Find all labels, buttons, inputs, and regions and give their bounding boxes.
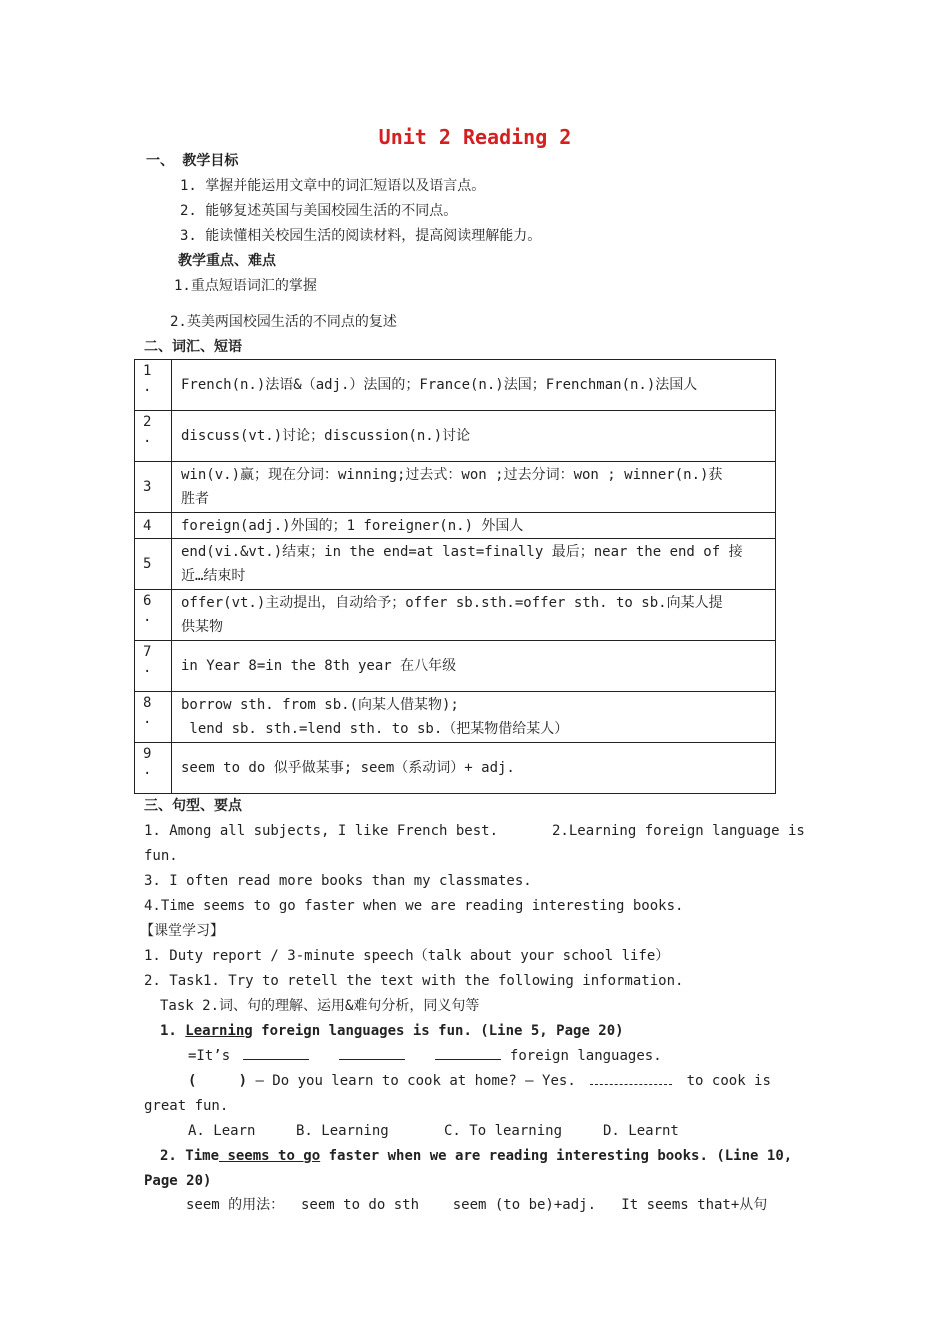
question-number: 2. [160, 1148, 177, 1164]
question-text: faster when we are reading interesting books. (Line 10, [320, 1148, 793, 1164]
row-number: 5 [135, 539, 172, 590]
answer-blank[interactable] [339, 1045, 405, 1060]
goal-item: 3. 能读懂相关校园生活的阅读材料，提高阅读理解能力。 [180, 228, 542, 244]
question-text: foreign languages is fun. (Line 5, Page 20) [252, 1023, 624, 1039]
goal-item: 2. 能够复述英国与美国校园生活的不同点。 [180, 203, 458, 219]
choice-question: ( ) — Do you learn to cook at home? — Yes. to cook is [188, 1070, 771, 1092]
sentence-item: 1. Among all subjects, I like French best. [144, 823, 499, 839]
key-point-item: 2.英美两国校园生活的不同点的复述 [170, 314, 397, 330]
goal-item: 1. 掌握并能运用文章中的词汇短语以及语言点。 [180, 178, 486, 194]
table-row [135, 692, 776, 743]
answer-blank[interactable] [243, 1045, 309, 1060]
vocab-cell: foreign(adj.)外国的；1 foreigner(n.) 外国人 [172, 513, 776, 539]
table-row [135, 641, 776, 692]
class-study-heading: 【课堂学习】 [140, 923, 224, 939]
option-b: B. Learning [296, 1123, 389, 1139]
answer-blank[interactable] [590, 1070, 672, 1085]
vocab-cell: seem to do 似乎做某事; seem（系动词）+ adj. [172, 743, 776, 794]
row-number: 1 . [135, 360, 172, 411]
answer-bracket[interactable]: ( ) [188, 1073, 248, 1089]
table-row [135, 411, 776, 462]
underlined-phrase: seems to go [219, 1148, 321, 1164]
row-number: 7 . [135, 641, 172, 692]
page-title: Unit 2 Reading 2 [378, 125, 572, 149]
table-row [135, 590, 776, 641]
vocab-cell: borrow sth. from sb.(向某人借某物); lend sb. sth.=lend sth. to sb.（把某物借给某人） [172, 692, 776, 743]
section-heading-vocab: 二、词汇、短语 [144, 339, 242, 355]
section-heading-sentences: 三、句型、要点 [144, 798, 242, 814]
row-number: 4 [135, 513, 172, 539]
underlined-word: Learning [185, 1023, 253, 1039]
section-heading-goals: 一、 教学目标 [146, 153, 239, 169]
option-a: A. Learn [188, 1123, 256, 1139]
vocab-cell: in Year 8=in the 8th year 在八年级 [172, 641, 776, 692]
choice-question-continued: great fun. [144, 1098, 229, 1114]
vocab-cell: win(v.)赢；现在分词：winning;过去式：won ;过去分词：won ; winner(n.)获 胜者 [172, 462, 776, 513]
vocab-cell: discuss(vt.)讨论；discussion(n.)讨论 [172, 411, 776, 462]
question-number: 1. [160, 1023, 177, 1039]
sentence-item: 3. I often read more books than my classmates. [144, 873, 532, 889]
table-row [135, 743, 776, 794]
table-row [135, 539, 776, 590]
vocab-table [134, 359, 776, 794]
row-number: 8 . [135, 692, 172, 743]
row-number: 2 . [135, 411, 172, 462]
key-point-item: 1.重点短语词汇的掌握 [174, 278, 317, 294]
rewrite-line: =It’s foreign languages. [188, 1045, 662, 1067]
key-points-heading: 教学重点、难点 [178, 253, 276, 269]
answer-blank[interactable] [435, 1045, 501, 1060]
option-d: D. Learnt [603, 1123, 679, 1139]
sentence-item: 2.Learning foreign language is [552, 823, 805, 839]
vocab-cell: end(vi.&vt.)结束；in the end=at last=finally 最后；near the end of 接 近…结束时 [172, 539, 776, 590]
class-item: 1. Duty report / 3-minute speech（talk about your school life） [144, 948, 670, 964]
question-2-continued: Page 20) [144, 1173, 212, 1189]
question-1 [160, 1020, 624, 1042]
row-number: 6 . [135, 590, 172, 641]
table-row [135, 462, 776, 513]
option-c: C. To learning [444, 1123, 563, 1139]
row-number: 9 . [135, 743, 172, 794]
task2-heading: Task 2.词、句的理解、运用&难句分析，同义句等 [160, 998, 480, 1014]
class-item: 2. Task1. Try to retell the text with the following information. [144, 973, 684, 989]
table-row [135, 360, 776, 411]
sentence-item: 4.Time seems to go faster when we are reading interesting books. [144, 898, 684, 914]
vocab-cell: offer(vt.)主动提出，自动给予；offer sb.sth.=offer sth. to sb.向某人提 供某物 [172, 590, 776, 641]
question-2: 2. Time seems to go faster when we are reading interesting books. (Line 10, [160, 1148, 793, 1164]
vocab-cell: French(n.)法语&（adj.）法国的；France(n.)法国；Frenchman(n.)法国人 [172, 360, 776, 411]
seem-usage: seem 的用法： seem to do sth seem (to be)+adj. It seems that+从句 [186, 1197, 768, 1213]
sentence-item-continued: fun. [144, 848, 178, 864]
table-row [135, 513, 776, 539]
row-number: 3 [135, 462, 172, 513]
